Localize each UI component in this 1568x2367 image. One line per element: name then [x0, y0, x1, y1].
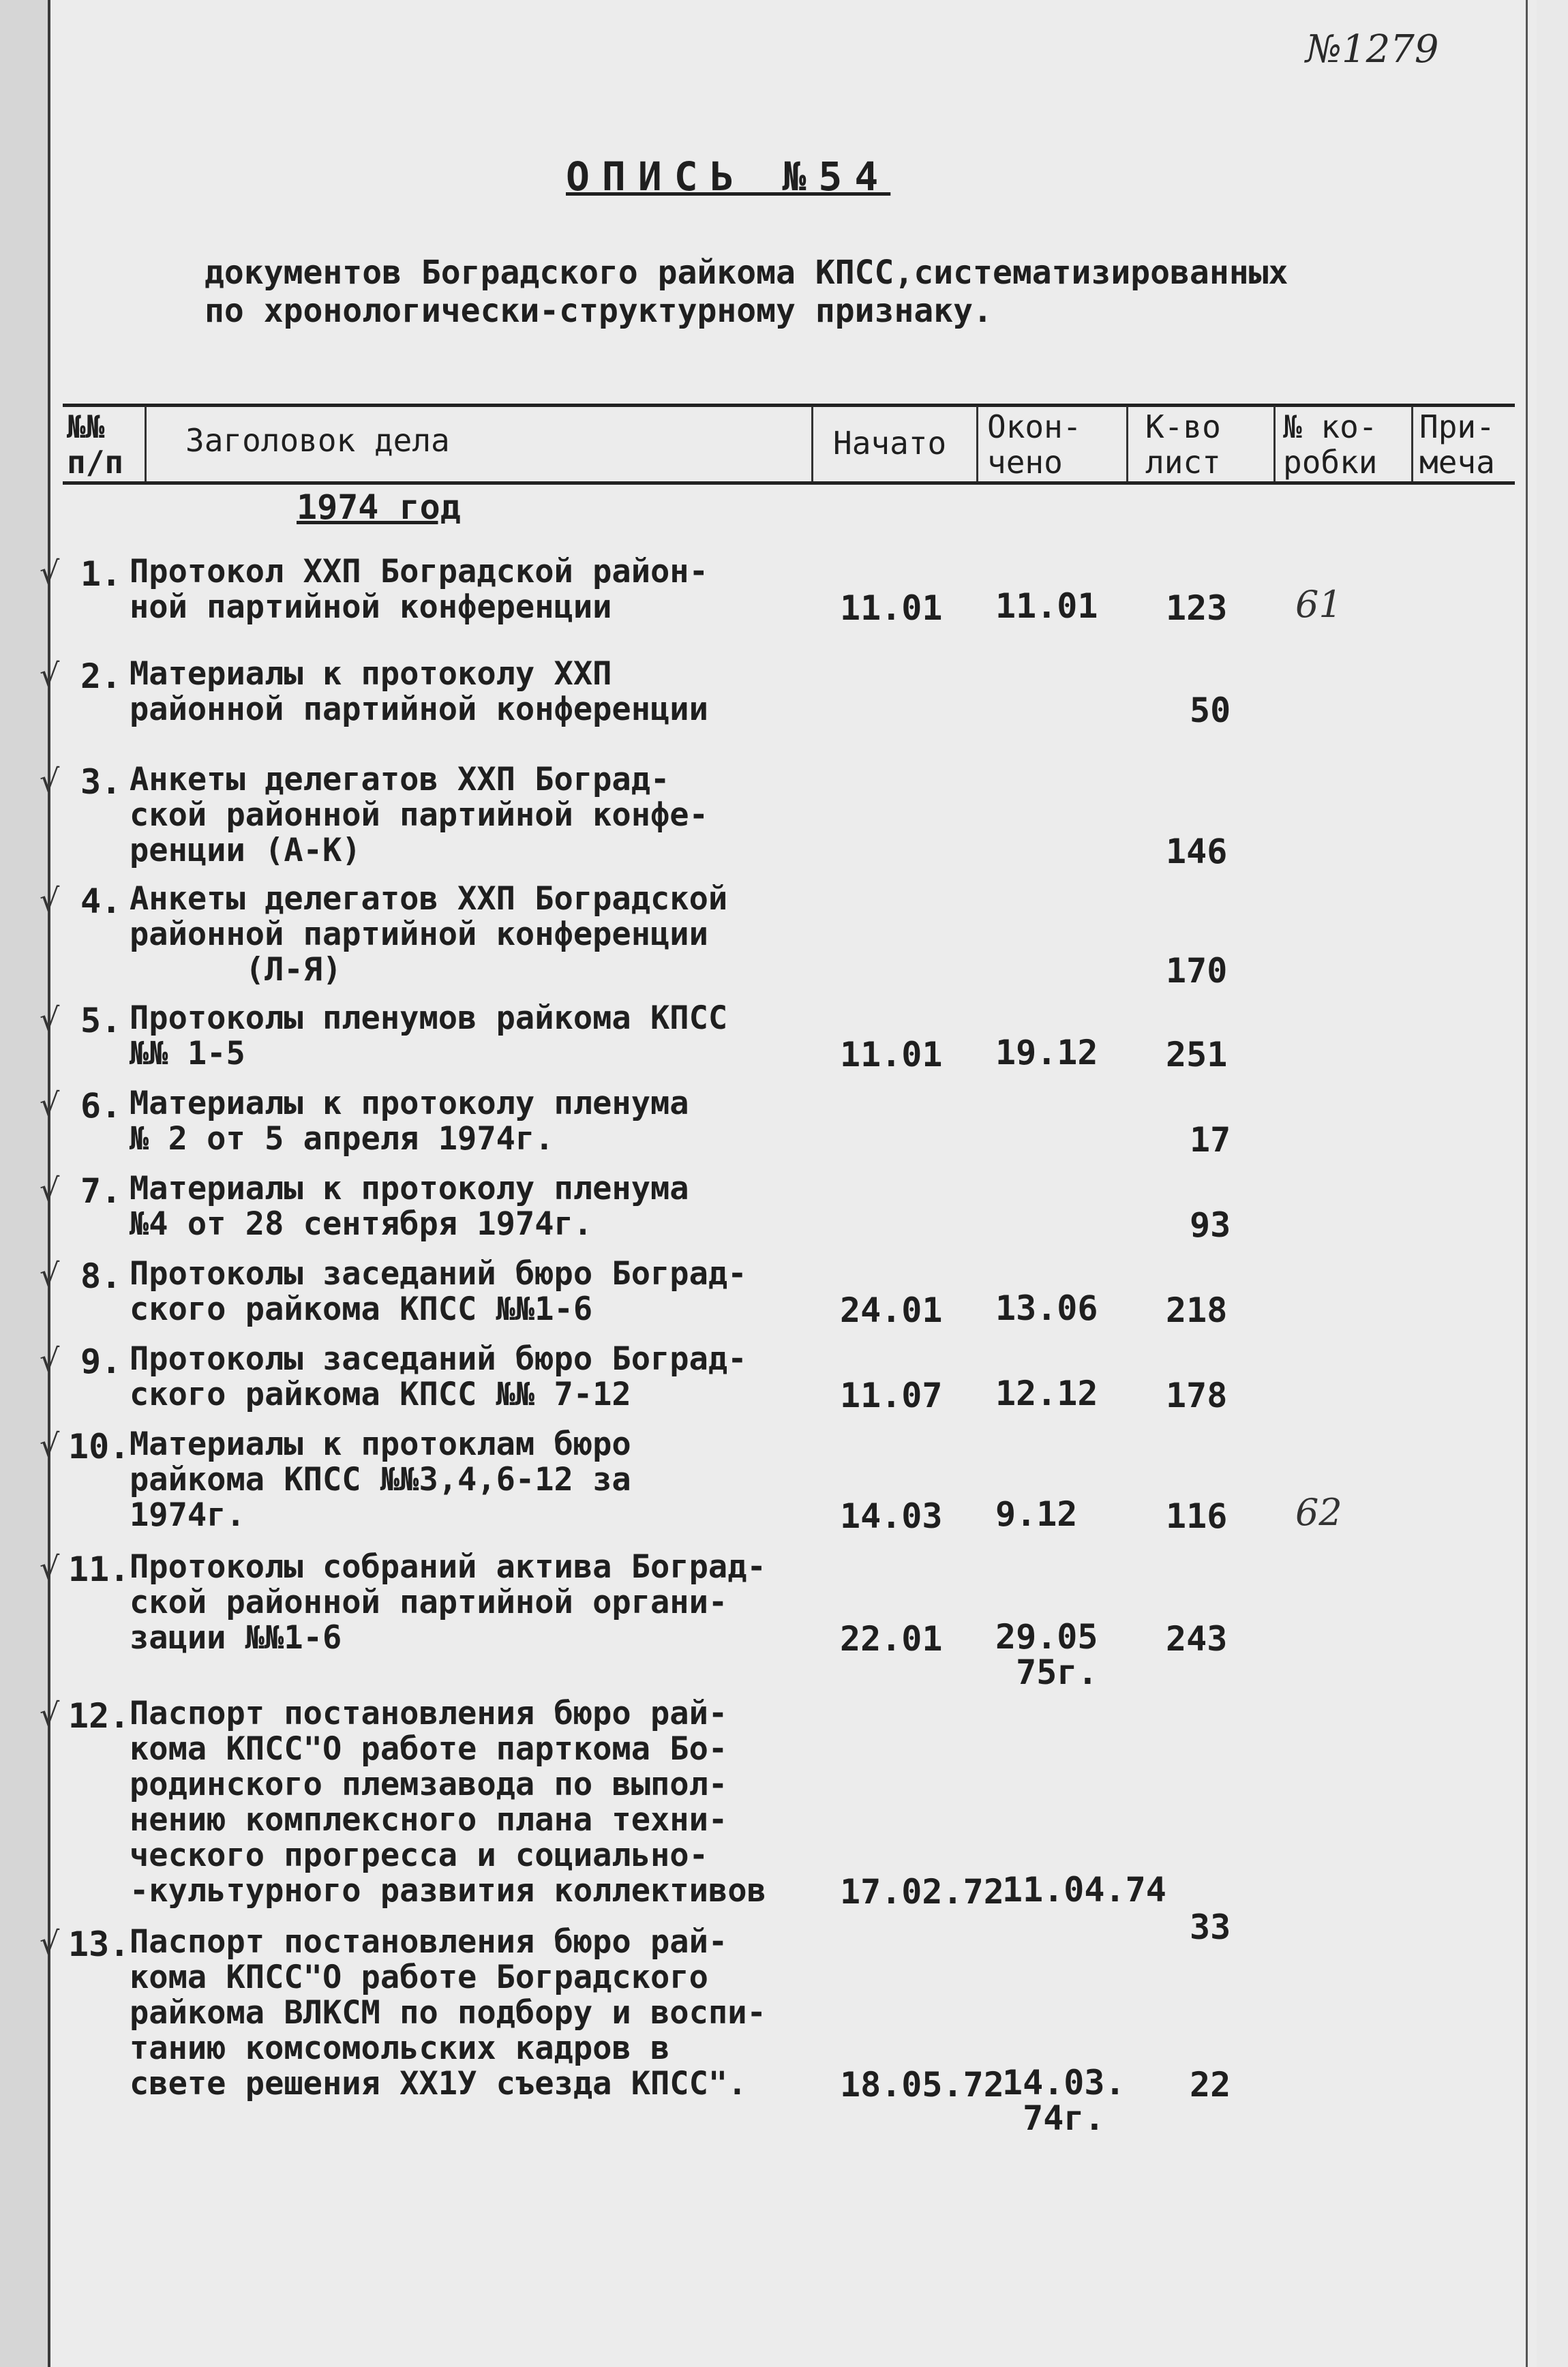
row-number: 12.: [68, 1696, 130, 1736]
row-start-date: 14.03: [840, 1496, 943, 1536]
row-end-date: 29.05 75г.: [995, 1617, 1098, 1692]
row-number: 13.: [68, 1925, 130, 1964]
document-subtitle: документов Боградского райкома КПСС,систематизированных по хронологически-структурному признаку.: [205, 254, 1288, 330]
column-divider: [1273, 406, 1276, 481]
row-start-date: 11.07: [840, 1376, 943, 1415]
row-sheet-count: 116: [1166, 1496, 1228, 1536]
row-number: 7.: [80, 1171, 122, 1211]
row-end-date: 11.04.74: [1002, 1870, 1166, 1910]
row-title: Протоколы собраний актива Боград- ской районной партийной органи- зации №№1-6: [130, 1548, 766, 1657]
row-end-date: 13.06: [995, 1288, 1098, 1328]
row-start-date: 18.05.72: [840, 2065, 1004, 2105]
header-note: При- меча: [1419, 408, 1495, 481]
check-mark: √: [40, 657, 60, 693]
row-title: Материалы к протоколу пленума №4 от 28 сентября 1974г.: [130, 1170, 689, 1243]
header-num: №№ п/п: [67, 408, 124, 481]
row-sheet-count: 170: [1166, 951, 1228, 991]
row-title: Паспорт постановления бюро рай- кома КПСС"О работе парткома Бо- родинского племзавода по выпол- нению комплексного плана техни- ческого прогресса и социально- -культурного развития коллективов: [130, 1695, 766, 1910]
row-sheet-count: 218: [1166, 1291, 1228, 1330]
row-box-number: 62: [1295, 1491, 1342, 1534]
row-start-date: 17.02.72: [840, 1872, 1004, 1912]
row-end-date: 19.12: [995, 1033, 1098, 1072]
check-mark: √: [40, 762, 60, 799]
column-divider: [976, 406, 978, 481]
check-mark: √: [40, 1550, 60, 1586]
row-number: 9.: [80, 1342, 122, 1381]
row-title: Материалы к протоколу пленума № 2 от 5 апреля 1974г.: [130, 1085, 689, 1158]
check-mark: √: [40, 1925, 60, 1961]
row-sheet-count: 251: [1166, 1035, 1228, 1074]
table-header-bottom-rule: [63, 481, 1515, 485]
row-number: 2.: [80, 657, 122, 696]
check-mark: √: [40, 1342, 60, 1378]
document-title: ОПИСЬ №54: [566, 153, 891, 200]
row-end-date: 14.03. 74г.: [1002, 2063, 1126, 2138]
row-sheet-count: 146: [1166, 832, 1228, 871]
row-title: Паспорт постановления бюро рай- кома КПСС"О работе Боградского райкома ВЛКСМ по подбору и воспи- танию комсомольских кадров в свете решения ХХ1У съезда КПСС".: [130, 1923, 766, 2102]
header-start: Начато: [833, 425, 947, 462]
row-number: 6.: [80, 1086, 122, 1126]
row-start-date: 11.01: [840, 588, 943, 628]
header-heading: Заголовок дела: [185, 422, 450, 459]
row-title: Материалы к протоколу ХХП районной партийной конференции: [130, 655, 708, 728]
row-sheet-count: 178: [1166, 1376, 1228, 1415]
inventory-number: №1279: [1306, 27, 1439, 72]
check-mark: √: [40, 1171, 60, 1208]
row-start-date: 22.01: [840, 1619, 943, 1659]
row-title: Протоколы заседаний бюро Боград- ского райкома КПСС №№1-6: [130, 1255, 747, 1328]
table-header-top-rule: [63, 404, 1515, 407]
page-edge: [1526, 0, 1528, 2367]
column-divider: [811, 406, 813, 481]
row-number: 8.: [80, 1256, 122, 1296]
row-title: Протоколы заседаний бюро Боград- ского райкома КПСС №№ 7-12: [130, 1340, 747, 1413]
header-sheets: К-во лист: [1145, 408, 1221, 481]
check-mark: √: [40, 1256, 60, 1293]
row-end-date: 11.01: [995, 586, 1098, 626]
row-title: Протокол ХХП Боградской район- ной партийной конференции: [130, 553, 708, 626]
row-sheet-count: 93: [1190, 1205, 1231, 1245]
check-mark: √: [40, 1086, 60, 1123]
row-title: Протоколы пленумов райкома КПСС №№ 1-5: [130, 999, 728, 1072]
check-mark: √: [40, 1001, 60, 1038]
row-title: Анкеты делегатов ХХП Боград- ской районной партийной конфе- ренции (А-К): [130, 761, 708, 869]
row-start-date: 24.01: [840, 1291, 943, 1330]
row-title: Анкеты делегатов ХХП Боградской районной партийной конференции (Л-Я): [130, 880, 728, 989]
column-divider: [1126, 406, 1128, 481]
row-number: 11.: [68, 1550, 130, 1589]
row-number: 5.: [80, 1001, 122, 1040]
row-sheet-count: 123: [1166, 588, 1228, 628]
check-mark: √: [40, 1427, 60, 1464]
row-start-date: 11.01: [840, 1035, 943, 1074]
row-sheet-count: 17: [1190, 1120, 1231, 1160]
year-heading: 1974 год: [297, 487, 461, 527]
column-divider: [1411, 406, 1413, 481]
row-number: 10.: [68, 1427, 130, 1466]
row-end-date: 12.12: [995, 1374, 1098, 1413]
row-number: 3.: [80, 762, 122, 802]
row-box-number: 61: [1295, 583, 1342, 626]
row-number: 1.: [80, 554, 122, 594]
header-box: № ко- робки: [1283, 408, 1378, 481]
row-sheet-count: 22: [1190, 2065, 1231, 2105]
check-mark: √: [40, 881, 60, 918]
row-title: Материалы к протоклам бюро райкома КПСС №№3,4,6-12 за 1974г.: [130, 1426, 631, 1534]
column-divider: [145, 406, 147, 481]
header-end: Окон- чено: [987, 408, 1082, 481]
check-mark: √: [40, 554, 60, 591]
row-sheet-count: 243: [1166, 1619, 1228, 1659]
row-number: 4.: [80, 881, 122, 921]
row-sheet-count: 50: [1190, 691, 1231, 730]
row-sheet-count: 33: [1190, 1908, 1231, 1947]
check-mark: √: [40, 1696, 60, 1733]
row-end-date: 9.12: [995, 1494, 1078, 1534]
